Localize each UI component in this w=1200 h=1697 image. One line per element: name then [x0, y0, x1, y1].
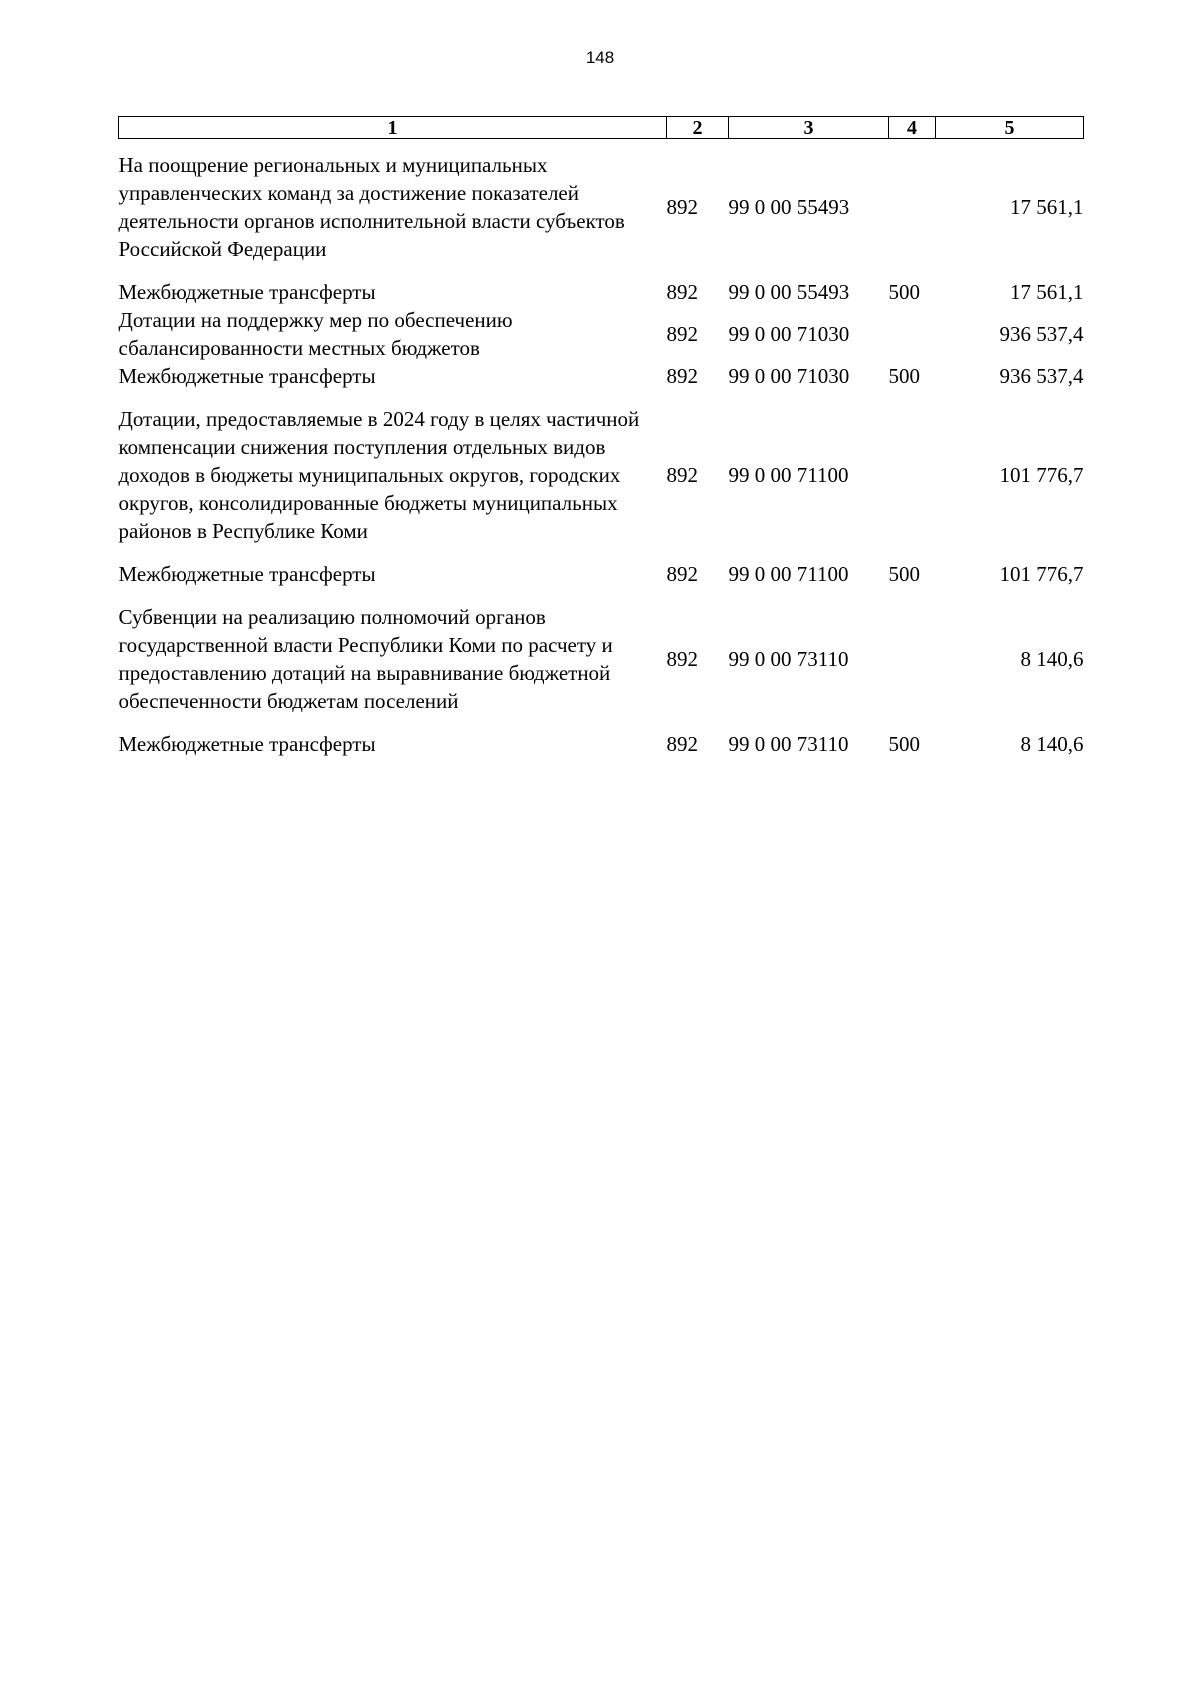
table-row	[119, 603, 1084, 715]
row-section: 892	[666, 732, 698, 756]
row-section: 892	[666, 195, 698, 219]
row-spacer	[119, 715, 1084, 730]
row-amount: 17 561,1	[1010, 195, 1084, 219]
row-type	[889, 151, 936, 263]
row-type: 500	[888, 364, 920, 388]
row-section: 892	[666, 364, 698, 388]
row-description: Дотации, предоставляемые в 2024 году в целях частичной компенсации снижения поступления отдельных видов доходов в бюджеты муниципальных округов, городских округов, консолидированные бюджеты муниципальных районов в Республике Коми	[118, 407, 640, 543]
row-code: 99 0 00 55493	[728, 195, 850, 219]
row-code: 99 0 00 71100	[728, 463, 849, 487]
table-row	[119, 560, 1084, 588]
row-spacer	[119, 390, 1084, 405]
row-type: 500	[888, 732, 920, 756]
row-code: 99 0 00 71100	[728, 562, 849, 586]
row-section: 892	[666, 280, 698, 304]
table-row	[119, 151, 1084, 263]
row-description: На поощрение региональных и муниципальных управленческих команд за достижение показателей деятельности органов исполнительной власти субъектов Российской Федерации	[118, 153, 625, 261]
row-amount: 101 776,7	[999, 562, 1084, 586]
column-header-1: 1	[119, 117, 667, 139]
table-row	[119, 730, 1084, 758]
row-description: Межбюджетные трансферты	[118, 732, 376, 756]
row-amount: 101 776,7	[999, 463, 1084, 487]
row-code: 99 0 00 73110	[728, 647, 849, 671]
row-type	[889, 405, 936, 545]
row-description: Межбюджетные трансферты	[118, 280, 376, 304]
row-type	[889, 603, 936, 715]
column-header-2: 2	[667, 117, 729, 139]
row-description: Субвенции на реализацию полномочий органов государственной власти Республики Коми по расчету и предоставлению дотаций на выравнивание бюджетной обеспеченности бюджетам поселений	[118, 605, 613, 713]
row-code: 99 0 00 71030	[728, 322, 850, 346]
row-type: 500	[888, 280, 920, 304]
row-section: 892	[666, 463, 698, 487]
budget-table	[118, 116, 1084, 758]
table-header-row	[119, 117, 1084, 139]
row-section: 892	[666, 322, 698, 346]
row-code: 99 0 00 71030	[728, 364, 850, 388]
row-amount: 8 140,6	[1020, 732, 1084, 756]
row-spacer	[119, 139, 1084, 152]
table-row	[119, 278, 1084, 306]
column-header-5: 5	[936, 117, 1084, 139]
column-header-3: 3	[729, 117, 889, 139]
row-type: 500	[888, 562, 920, 586]
row-amount: 936 537,4	[999, 322, 1084, 346]
column-header-4: 4	[889, 117, 936, 139]
row-code: 99 0 00 73110	[728, 732, 849, 756]
row-description: Межбюджетные трансферты	[118, 364, 376, 388]
row-amount: 936 537,4	[999, 364, 1084, 388]
row-section: 892	[666, 562, 698, 586]
row-section: 892	[666, 647, 698, 671]
table-row	[119, 405, 1084, 545]
row-type	[889, 306, 936, 362]
row-amount: 8 140,6	[1020, 647, 1084, 671]
page-number: 148	[585, 48, 615, 67]
table-row	[119, 362, 1084, 390]
table-row	[119, 306, 1084, 362]
row-spacer	[119, 263, 1084, 278]
row-description: Дотации на поддержку мер по обеспечению сбалансированности местных бюджетов	[118, 308, 513, 360]
row-code: 99 0 00 55493	[728, 280, 850, 304]
row-spacer	[119, 545, 1084, 560]
row-amount: 17 561,1	[1010, 280, 1084, 304]
row-description: Межбюджетные трансферты	[118, 562, 376, 586]
row-spacer	[119, 588, 1084, 603]
